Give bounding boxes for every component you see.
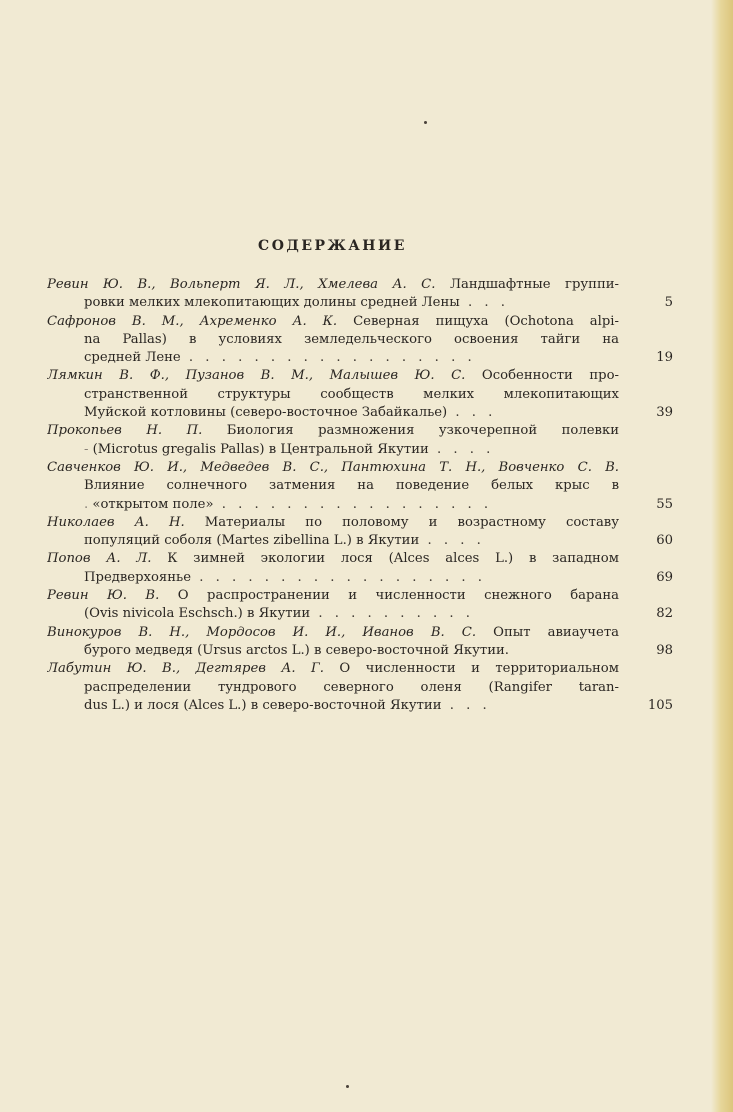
toc-entry[interactable]	[47, 276, 673, 313]
dot-leaders: . . . .	[428, 441, 495, 457]
entry-title-text: Предверхоянье	[84, 569, 192, 585]
entry-title-text: (Ovis nivicola Eschsch.) в Якутии	[84, 606, 311, 622]
entry-title-text: ровки мелких млекопитающих долины средней Лены	[84, 295, 460, 311]
toc-entry[interactable]	[47, 459, 673, 514]
entry-title-text: бурого медведя (Ursus arctos L.) в северо-восточной Якутии.	[84, 642, 509, 658]
page-number: 69	[656, 569, 673, 585]
toc-line	[47, 276, 619, 294]
toc-line	[47, 624, 619, 642]
dot-leaders: . . . . . . . . . . . . . . . . . .	[180, 350, 476, 366]
toc-line	[47, 514, 619, 532]
entry-authors: Прокопьев Н. П.	[47, 423, 203, 439]
toc-line	[47, 587, 619, 605]
dot-leaders: . . .	[447, 405, 497, 421]
entry-title-text: Особенности про-	[465, 368, 619, 384]
toc-line	[47, 660, 619, 678]
entry-title-text: распределении тундрового северного оленя (Rangifer taran-	[84, 679, 619, 695]
entry-title-text: О численности и территориальном	[323, 661, 619, 677]
entry-authors: Лямкин В. Ф., Пузанов В. М., Малышев Ю. С.	[47, 368, 466, 384]
toc-line	[47, 404, 619, 422]
toc-line	[47, 441, 619, 459]
entry-authors: Николаев А. Н.	[47, 514, 185, 530]
toc-entry[interactable]	[47, 550, 673, 587]
entry-title-text: (Microtus gregalis Pallas) в Центральной Якутии	[92, 441, 429, 457]
dot-leaders: . . . . . . . . . . . . . . . . .	[213, 496, 493, 512]
page-edge	[711, 0, 733, 1112]
toc-line	[47, 642, 619, 660]
entry-authors: Винокуров В. Н., Мордосов И. И., Иванов В. С.	[47, 624, 477, 640]
page-number: 19	[656, 350, 673, 366]
toc-line	[47, 550, 619, 568]
entry-title-text: Влияние солнечного затмения на поведение белых крыс в	[84, 478, 619, 494]
entry-title-text: na Pallas) в условиях земледельческого освоения тайги на	[84, 331, 619, 347]
entry-title-text: Ландшафтные группи-	[435, 277, 619, 292]
entry-title-text: Северная пищуха (Ochotona alpi-	[337, 313, 619, 329]
toc-entry[interactable]	[47, 422, 673, 459]
page-number: 105	[647, 697, 673, 713]
leading-mark: .	[84, 496, 93, 512]
toc-line	[47, 422, 619, 440]
entry-title-text: К зимней экологии лося (Alces alces L.) в западном	[151, 551, 619, 567]
toc-line	[47, 331, 619, 349]
entry-title-text: странственной структуры сообществ мелких млекопитающих	[84, 386, 619, 402]
toc-line	[47, 349, 619, 367]
toc-entry[interactable]	[47, 514, 673, 551]
contents-heading: СОДЕРЖАНИЕ	[258, 238, 407, 254]
toc-line	[47, 313, 619, 331]
entry-authors: Ревин Ю. В.	[47, 588, 160, 604]
table-of-contents	[47, 276, 673, 715]
page-number: 5	[664, 295, 673, 311]
entry-title-text: dus L.) и лося (Alces L.) в северо-восточной Якутии	[84, 697, 442, 713]
dot-leaders: . . . . . . . . . .	[310, 606, 474, 622]
toc-line	[47, 459, 619, 477]
page-number: 98	[656, 642, 673, 658]
toc-line	[47, 367, 619, 385]
page-number: 82	[656, 606, 673, 622]
page-number: 60	[656, 533, 673, 549]
toc-entry[interactable]	[47, 587, 673, 624]
entry-title-text: Муйской котловины (северо-восточное Забайкалье)	[84, 405, 448, 421]
entry-authors: Сафронов В. М., Ахременко А. К.	[47, 313, 338, 329]
toc-line	[47, 532, 619, 550]
dot-leaders: . . .	[459, 295, 509, 311]
toc-entry[interactable]	[47, 660, 673, 715]
entry-title-text: О распространении и численности снежного барана	[159, 588, 619, 604]
dot-leaders: . . . .	[419, 533, 485, 549]
toc-line	[47, 496, 619, 514]
print-speck-top	[424, 121, 427, 124]
toc-entry[interactable]	[47, 313, 673, 368]
toc-line	[47, 697, 619, 715]
toc-line	[47, 477, 619, 495]
dot-leaders: . . . . . . . . . . . . . . . . . .	[191, 569, 486, 585]
entry-title-text: Опыт авиаучета	[476, 624, 619, 640]
toc-line	[47, 569, 619, 587]
entry-title-text: средней Лене	[84, 350, 181, 366]
toc-entry[interactable]	[47, 624, 673, 661]
entry-title-text: «открытом поле»	[92, 496, 214, 512]
entry-authors: Савченков Ю. И., Медведев В. С., Пантюхина Т. Н., Вовченко С. В.	[47, 459, 619, 475]
toc-entry[interactable]	[47, 367, 673, 422]
print-speck-bottom	[346, 1085, 349, 1088]
page-number: 39	[656, 405, 673, 421]
toc-line	[47, 386, 619, 404]
entry-authors: Попов А. Л.	[47, 551, 152, 567]
entry-title-text: Биология размножения узкочерепной полевки	[202, 423, 619, 439]
entry-title-text: Материалы по половому и возрастному составу	[184, 514, 619, 530]
toc-line	[47, 679, 619, 697]
toc-line	[47, 294, 619, 312]
entry-authors: Лабутин Ю. В., Дегтярев А. Г.	[47, 661, 324, 677]
toc-line	[47, 605, 619, 623]
leading-mark: -	[84, 441, 93, 457]
entry-authors: Ревин Ю. В., Вольперт Я. Л., Хмелева А. С.	[47, 277, 436, 292]
entry-title-text: популяций соболя (Martes zibellina L.) в Якутии	[84, 533, 420, 549]
dot-leaders: . . .	[441, 697, 491, 713]
page-number: 55	[656, 496, 673, 512]
